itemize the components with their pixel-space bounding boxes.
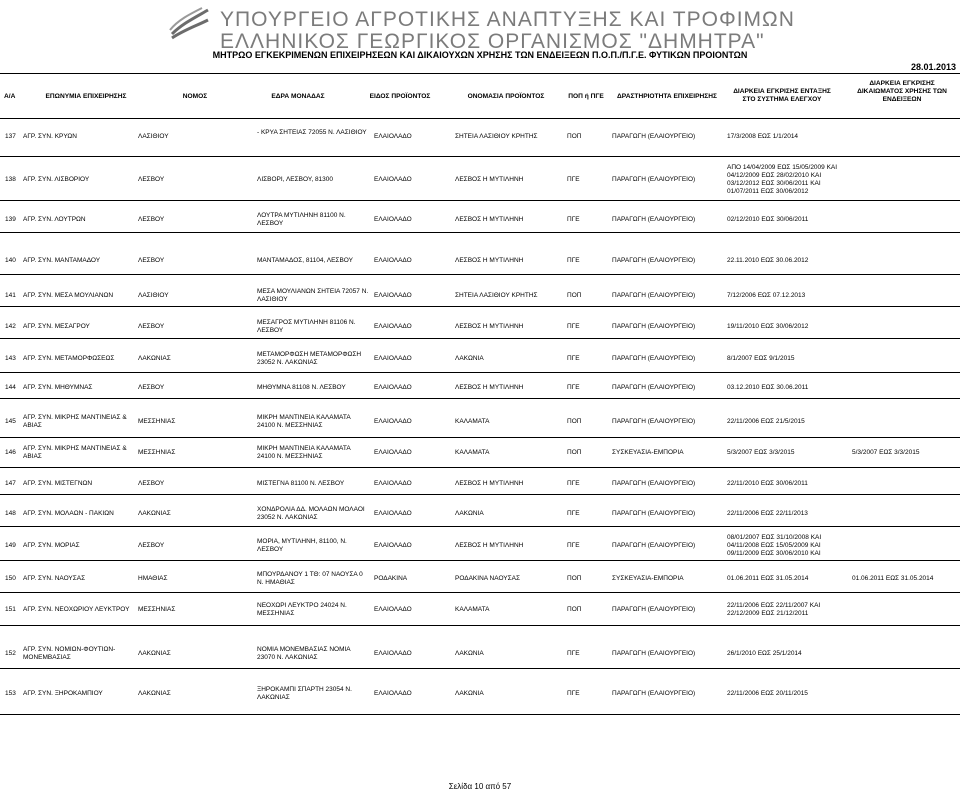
row-divider xyxy=(0,526,960,527)
cell-seat: ΜΕΣΑ ΜΟΥΛΙΑΝΩΝ ΣΗΤΕΙΑ 72057 Ν. ΛΑΣΙΘΙΟΥ xyxy=(257,288,369,304)
col-seat: ΕΔΡΑ ΜΟΝΑΔΑΣ xyxy=(271,93,325,100)
ministry-logo xyxy=(168,6,210,42)
cell-name: ΑΓΡ. ΣΥΝ. ΜΕΣΑΓΡΟΥ xyxy=(23,323,90,330)
cell-prefecture: ΛΑΚΩΝΙΑΣ xyxy=(138,650,171,657)
cell-name: ΑΓΡ. ΣΥΝ. ΜΙΚΡΗΣ ΜΑΝΤΙΝΕΙΑΣ & ΑΒΙΑΣ xyxy=(23,414,127,430)
col-prefecture: ΝΟΜΟΣ xyxy=(182,93,208,100)
cell-approval: 02/12/2010 ΕΩΣ 30/06/2011 xyxy=(727,216,809,223)
cell-name: ΑΓΡ. ΣΥΝ. ΝΕΟΧΩΡΙΟΥ ΛΕΥΚΤΡΟΥ xyxy=(23,606,130,613)
cell-activity: ΠΑΡΑΓΩΓΗ (ΕΛΑΙΟΥΡΓΕΙΟ) xyxy=(612,606,696,613)
cell-aa: 143 xyxy=(5,355,16,362)
header-organization: ΕΛΛΗΝΙΚΟΣ ΓΕΩΡΓΙΚΟΣ ΟΡΓΑΝΙΣΜΟΣ "ΔΗΜΗΤΡΑ" xyxy=(220,30,765,53)
cell-seat: ΛΟΥΤΡΑ ΜΥΤΙΛΗΝΗ 81100 Ν. ΛΕΣΒΟΥ xyxy=(257,212,346,228)
cell-product-name: ΛΑΚΩΝΙΑ xyxy=(455,510,484,517)
cell-prefecture: ΗΜΑΘΙΑΣ xyxy=(138,575,168,582)
cell-approval: 22/11/2006 ΕΩΣ 21/5/2015 xyxy=(727,418,805,425)
cell-product-type: ΕΛΑΙΟΛΑΔΟ xyxy=(374,176,412,183)
cell-activity: ΠΑΡΑΓΩΓΗ (ΕΛΑΙΟΥΡΓΕΙΟ) xyxy=(612,292,696,299)
cell-product-type: ΕΛΑΙΟΛΑΔΟ xyxy=(374,323,412,330)
cell-name: ΑΓΡ. ΣΥΝ. ΜΟΛΑΩΝ - ΠΑΚΙΩΝ xyxy=(23,510,114,517)
cell-seat: ΞΗΡΟΚΑΜΠΙ ΣΠΑΡΤΗ 23054 Ν. ΛΑΚΩΝΙΑΣ xyxy=(257,686,352,702)
cell-prefecture: ΛΑΚΩΝΙΑΣ xyxy=(138,355,171,362)
row-divider xyxy=(0,156,960,157)
cell-name: ΑΓΡ. ΣΥΝ. ΜΙΣΤΕΓΝΩΝ xyxy=(23,480,93,487)
cell-product-name: ΛΕΣΒΟΣ Η ΜΥΤΙΛΗΝΗ xyxy=(455,480,524,487)
row-divider xyxy=(0,714,960,715)
cell-prefecture: ΛΕΣΒΟΥ xyxy=(138,257,165,264)
cell-seat: ΧΟΝΔΡΟΛΙΑ ΔΔ. ΜΟΛΑΩΝ ΜΟΛΑΟΙ 23052 Ν. ΛΑΚΩΝΙΑΣ xyxy=(257,506,365,522)
cell-pdo: ΠΟΠ xyxy=(567,449,582,456)
cell-pdo: ΠΟΠ xyxy=(567,418,582,425)
cell-seat: ΜΗΘΥΜΝΑ 81108 Ν. ΛΕΣΒΟΥ xyxy=(257,384,346,391)
row-divider xyxy=(0,668,960,669)
cell-pdo: ΠΓΕ xyxy=(567,690,580,697)
cell-pdo: ΠΓΕ xyxy=(567,510,580,517)
cell-activity: ΠΑΡΑΓΩΓΗ (ΕΛΑΙΟΥΡΓΕΙΟ) xyxy=(612,355,696,362)
cell-prefecture: ΛΑΣΙΘΙΟΥ xyxy=(138,292,169,299)
cell-activity: ΣΥΣΚΕΥΑΣΙΑ-ΕΜΠΟΡΙΑ xyxy=(612,575,684,582)
cell-product-type: ΕΛΑΙΟΛΑΔΟ xyxy=(374,257,412,264)
cell-pdo: ΠΓΕ xyxy=(567,480,580,487)
cell-activity: ΠΑΡΑΓΩΓΗ (ΕΛΑΙΟΥΡΓΕΙΟ) xyxy=(612,542,696,549)
cell-activity: ΠΑΡΑΓΩΓΗ (ΕΛΑΙΟΥΡΓΕΙΟ) xyxy=(612,690,696,697)
cell-prefecture: ΛΑΚΩΝΙΑΣ xyxy=(138,510,171,517)
col-usage: ΔΙΑΡΚΕΙΑ ΕΓΚΡΙΣΗΣ ΔΙΚΑΙΩΜΑΤΟΣ ΧΡΗΣΗΣ ΤΩΝ ΕΝΔΕΙΞΕΩΝ xyxy=(857,80,947,103)
cell-prefecture: ΜΕΣΣΗΝΙΑΣ xyxy=(138,418,176,425)
cell-activity: ΠΑΡΑΓΩΓΗ (ΕΛΑΙΟΥΡΓΕΙΟ) xyxy=(612,133,696,140)
cell-name: ΑΓΡ. ΣΥΝ. ΛΙΣΒΟΡΙΟΥ xyxy=(23,176,90,183)
cell-aa: 150 xyxy=(5,575,16,582)
row-divider xyxy=(0,592,960,593)
header-date: 28.01.2013 xyxy=(910,62,956,72)
cell-approval: 5/3/2007 ΕΩΣ 3/3/2015 xyxy=(727,449,795,456)
cell-name: ΑΓΡ. ΣΥΝ. ΝΟΜΙΩΝ-ΦΟΥΤΙΩΝ-ΜΟΝΕΜΒΑΣΙΑΣ xyxy=(23,646,116,662)
cell-aa: 137 xyxy=(5,133,16,140)
cell-product-name: ΛΕΣΒΟΣ Η ΜΥΤΙΛΗΝΗ xyxy=(455,323,524,330)
cell-pdo: ΠΟΠ xyxy=(567,133,582,140)
cell-product-type: ΕΛΑΙΟΛΑΔΟ xyxy=(374,216,412,223)
cell-aa: 153 xyxy=(5,690,16,697)
cell-activity: ΠΑΡΑΓΩΓΗ (ΕΛΑΙΟΥΡΓΕΙΟ) xyxy=(612,418,696,425)
cell-approval: 22/11/2006 ΕΩΣ 22/11/2007 ΚΑΙ 22/12/2009 ΕΩΣ 21/12/2011 xyxy=(727,602,821,618)
col-product-type: ΕΙΔΟΣ ΠΡΟΪΟΝΤΟΣ xyxy=(369,93,431,100)
cell-product-type: ΕΛΑΙΟΛΑΔΟ xyxy=(374,510,412,517)
cell-name: ΑΓΡ. ΣΥΝ. ΜΗΘΥΜΝΑΣ xyxy=(23,384,93,391)
cell-activity: ΠΑΡΑΓΩΓΗ (ΕΛΑΙΟΥΡΓΕΙΟ) xyxy=(612,257,696,264)
row-divider xyxy=(0,232,960,233)
cell-name: ΑΓΡ. ΣΥΝ. ΜΕΤΑΜΟΡΦΩΣΕΩΣ xyxy=(23,355,115,362)
cell-seat: ΝΟΜΙΑ ΜΟΝΕΜΒΑΣΙΑΣ ΝΟΜΙΑ 23070 Ν. ΛΑΚΩΝΙΑΣ xyxy=(257,646,351,662)
cell-seat: ΜΙΚΡΗ ΜΑΝΤΙΝΕΙΑ ΚΑΛΑΜΑΤΑ 24100 Ν. ΜΕΣΣΗΝΙΑΣ xyxy=(257,445,351,461)
cell-pdo: ΠΓΕ xyxy=(567,384,580,391)
cell-product-type: ΕΛΑΙΟΛΑΔΟ xyxy=(374,542,412,549)
cell-product-name: ΣΗΤΕΙΑ ΛΑΣΙΘΙΟΥ ΚΡΗΤΗΣ xyxy=(455,133,538,140)
header-divider xyxy=(0,73,960,74)
cell-pdo: ΠΓΕ xyxy=(567,542,580,549)
cell-name: ΑΓΡ. ΣΥΝ. ΜΟΡΙΑΣ xyxy=(23,542,80,549)
cell-pdo: ΠΓΕ xyxy=(567,323,580,330)
cell-name: ΑΓΡ. ΣΥΝ. ΜΕΣΑ ΜΟΥΛΙΑΝΩΝ xyxy=(23,292,114,299)
col-aa: Α/Α xyxy=(4,93,16,100)
cell-prefecture: ΜΕΣΣΗΝΙΑΣ xyxy=(138,449,176,456)
cell-product-type: ΕΛΑΙΟΛΑΔΟ xyxy=(374,133,412,140)
cell-aa: 145 xyxy=(5,418,16,425)
cell-product-name: ΡΟΔΑΚΙΝΑ ΝΑΟΥΣΑΣ xyxy=(455,575,520,582)
cell-name: ΑΓΡ. ΣΥΝ. ΞΗΡΟΚΑΜΠΙΟΥ xyxy=(23,690,103,697)
cell-product-name: ΚΑΛΑΜΑΤΑ xyxy=(455,449,490,456)
cell-prefecture: ΛΕΣΒΟΥ xyxy=(138,480,165,487)
row-divider xyxy=(0,560,960,561)
cell-name: ΑΓΡ. ΣΥΝ. ΝΑΟΥΣΑΣ xyxy=(23,575,86,582)
cell-product-name: ΣΗΤΕΙΑ ΛΑΣΙΘΙΟΥ ΚΡΗΤΗΣ xyxy=(455,292,538,299)
cell-product-type: ΡΟΔΑΚΙΝΑ xyxy=(374,575,408,582)
cell-product-name: ΛΕΣΒΟΣ Η ΜΥΤΙΛΗΝΗ xyxy=(455,257,524,264)
cell-product-type: ΕΛΑΙΟΛΑΔΟ xyxy=(374,292,412,299)
col-approval: ΔΙΑΡΚΕΙΑ ΕΓΚΡΙΣΗΣ ΕΝΤΑΞΗΣ ΣΤΟ ΣΥΣΤΗΜΑ ΕΛΕΓΧΟΥ xyxy=(733,88,831,103)
page-footer: Σελίδα 10 από 57 xyxy=(448,782,512,791)
cell-seat: ΝΕΟΧΩΡΙ ΛΕΥΚΤΡΟ 24024 Ν. ΜΕΣΣΗΝΙΑΣ xyxy=(257,602,347,618)
col-product-name: ΟΝΟΜΑΣΙΑ ΠΡΟΪΟΝΤΟΣ xyxy=(467,93,545,100)
cell-aa: 152 xyxy=(5,650,16,657)
cell-product-type: ΕΛΑΙΟΛΑΔΟ xyxy=(374,480,412,487)
cell-approval: 17/3/2008 ΕΩΣ 1/1/2014 xyxy=(727,133,799,140)
cell-activity: ΠΑΡΑΓΩΓΗ (ΕΛΑΙΟΥΡΓΕΙΟ) xyxy=(612,384,696,391)
cell-approval: ΑΠΟ 14/04/2009 ΕΩΣ 15/05/2009 ΚΑΙ 04/12/2009 ΕΩΣ 28/02/2010 ΚΑΙ 03/12/2012 ΕΩΣ 30/06/2011 ΚΑΙ 01/07/2011 ΕΩΣ 30/06/2012 xyxy=(727,164,838,196)
cell-approval: 8/1/2007 ΕΩΣ 9/1/2015 xyxy=(727,355,795,362)
cell-name: ΑΓΡ. ΣΥΝ. ΜΑΝΤΑΜΑΔΟΥ xyxy=(23,257,101,264)
cell-seat: ΜΠΟΥΡΔΑΝΟΥ 1 ΤΘ: 07 ΝΑΟΥΣΑ 0 Ν. ΗΜΑΘΙΑΣ xyxy=(257,571,363,587)
cell-seat: ΜΙΚΡΗ ΜΑΝΤΙΝΕΙΑ ΚΑΛΑΜΑΤΑ 24100 Ν. ΜΕΣΣΗΝΙΑΣ xyxy=(257,414,351,430)
cell-product-name: ΛΑΚΩΝΙΑ xyxy=(455,355,484,362)
cell-product-name: ΛΕΣΒΟΣ Η ΜΥΤΙΛΗΝΗ xyxy=(455,216,524,223)
cell-prefecture: ΛΕΣΒΟΥ xyxy=(138,384,165,391)
cell-approval: 22/11/2010 ΕΩΣ 30/06/2011 xyxy=(727,480,808,487)
cell-prefecture: ΛΕΣΒΟΥ xyxy=(138,176,165,183)
cell-activity: ΠΑΡΑΓΩΓΗ (ΕΛΑΙΟΥΡΓΕΙΟ) xyxy=(612,650,696,657)
cell-approval: 03.12.2010 ΕΩΣ 30.06.2011 xyxy=(727,384,809,391)
cell-product-type: ΕΛΑΙΟΛΑΔΟ xyxy=(374,650,412,657)
header-subtitle: ΜΗΤΡΩΟ ΕΓΚΕΚΡΙΜΕΝΩΝ ΕΠΙΧΕΙΡΗΣΕΩΝ ΚΑΙ ΔΙΚΑΙΟΥΧΩΝ ΧΡΗΣΗΣ ΤΩΝ ΕΝΔΕΙΞΕΩΝ Π.Ο.Π./Π.Γ.Ε. ΦΥΤΙΚΩΝ ΠΡΟΙΟΝΤΩΝ xyxy=(212,50,748,60)
col-pdo: ΠΟΠ ή ΠΓΕ xyxy=(568,93,604,100)
row-divider xyxy=(0,200,960,201)
cell-product-name: ΛΑΚΩΝΙΑ xyxy=(455,650,484,657)
cell-name: ΑΓΡ. ΣΥΝ. ΛΟΥΤΡΩΝ xyxy=(23,216,86,223)
cell-activity: ΠΑΡΑΓΩΓΗ (ΕΛΑΙΟΥΡΓΕΙΟ) xyxy=(612,480,696,487)
cell-prefecture: ΜΕΣΣΗΝΙΑΣ xyxy=(138,606,176,613)
cell-product-name: ΛΕΣΒΟΣ Η ΜΥΤΙΛΗΝΗ xyxy=(455,384,524,391)
cell-seat: ΜΟΡΙΑ, ΜΥΤΙΛΗΝΗ, 81100, Ν. ΛΕΣΒΟΥ xyxy=(257,538,347,554)
cell-activity: ΠΑΡΑΓΩΓΗ (ΕΛΑΙΟΥΡΓΕΙΟ) xyxy=(612,216,696,223)
cell-pdo: ΠΓΕ xyxy=(567,216,580,223)
cell-prefecture: ΛΕΣΒΟΥ xyxy=(138,542,165,549)
cell-activity: ΠΑΡΑΓΩΓΗ (ΕΛΑΙΟΥΡΓΕΙΟ) xyxy=(612,323,696,330)
cell-activity: ΠΑΡΑΓΩΓΗ (ΕΛΑΙΟΥΡΓΕΙΟ) xyxy=(612,176,696,183)
row-divider xyxy=(0,625,960,626)
cell-aa: 144 xyxy=(5,384,16,391)
col-activity: ΔΡΑΣΤΗΡΙΟΤΗΤΑ ΕΠΙΧΕΙΡΗΣΗΣ xyxy=(617,93,717,100)
cell-approval: 26/1/2010 ΕΩΣ 25/1/2014 xyxy=(727,650,802,657)
cell-aa: 140 xyxy=(5,257,16,264)
cell-product-name: ΛΕΣΒΟΣ Η ΜΥΤΙΛΗΝΗ xyxy=(455,176,524,183)
cell-approval: 22/11/2006 ΕΩΣ 20/11/2015 xyxy=(727,690,808,697)
cell-activity: ΠΑΡΑΓΩΓΗ (ΕΛΑΙΟΥΡΓΕΙΟ) xyxy=(612,510,696,517)
cell-seat: - ΚΡΥΑ ΣΗΤΕΙΑΣ 72055 Ν. ΛΑΣΙΘΙΟΥ xyxy=(257,129,367,136)
cell-product-type: ΕΛΑΙΟΛΑΔΟ xyxy=(374,606,412,613)
cell-prefecture: ΛΑΚΩΝΙΑΣ xyxy=(138,690,171,697)
cell-pdo: ΠΟΠ xyxy=(567,575,582,582)
cell-approval: 19/11/2010 ΕΩΣ 30/06/2012 xyxy=(727,323,809,330)
cell-aa: 138 xyxy=(5,176,16,183)
cell-product-type: ΕΛΑΙΟΛΑΔΟ xyxy=(374,449,412,456)
cell-usage: 5/3/2007 ΕΩΣ 3/3/2015 xyxy=(852,449,920,456)
cell-seat: ΛΙΣΒΟΡΙ, ΛΕΣΒΟΥ, 81300 xyxy=(257,176,334,183)
row-divider xyxy=(0,372,960,373)
header-ministry: ΥΠΟΥΡΓΕΙΟ ΑΓΡΟΤΙΚΗΣ ΑΝΑΠΤΥΞΗΣ ΚΑΙ ΤΡΟΦΙΜΩΝ xyxy=(220,8,795,31)
cell-seat: ΜΙΣΤΕΓΝΑ 81100 Ν. ΛΕΣΒΟΥ xyxy=(257,480,345,487)
cell-aa: 139 xyxy=(5,216,16,223)
cell-pdo: ΠΓΕ xyxy=(567,257,580,264)
cell-product-name: ΚΑΛΑΜΑΤΑ xyxy=(455,606,490,613)
row-divider xyxy=(0,494,960,495)
cell-aa: 151 xyxy=(5,606,16,613)
cell-approval: 22/11/2006 ΕΩΣ 22/11/2013 xyxy=(727,510,808,517)
cell-product-name: ΚΑΛΑΜΑΤΑ xyxy=(455,418,490,425)
cell-prefecture: ΛΕΣΒΟΥ xyxy=(138,216,165,223)
cell-aa: 146 xyxy=(5,449,16,456)
cell-product-type: ΕΛΑΙΟΛΑΔΟ xyxy=(374,418,412,425)
cell-seat: ΜΕΣΑΓΡΟΣ ΜΥΤΙΛΗΝΗ 81106 Ν. ΛΕΣΒΟΥ xyxy=(257,319,356,335)
row-divider xyxy=(0,398,960,399)
cell-approval: 01.06.2011 ΕΩΣ 31.05.2014 xyxy=(727,575,809,582)
cell-product-type: ΕΛΑΙΟΛΑΔΟ xyxy=(374,690,412,697)
row-divider xyxy=(0,437,960,438)
cell-name: ΑΓΡ. ΣΥΝ. ΜΙΚΡΗΣ ΜΑΝΤΙΝΕΙΑΣ & ΑΒΙΑΣ xyxy=(23,445,127,461)
cell-approval: 08/01/2007 ΕΩΣ 31/10/2008 ΚΑΙ 04/11/2008 ΕΩΣ 15/05/2009 ΚΑΙ 09/11/2009 ΕΩΣ 30/06/2010 ΚΑΙ xyxy=(727,534,822,558)
row-divider xyxy=(0,338,960,339)
row-divider xyxy=(0,467,960,468)
cell-product-name: ΛΕΣΒΟΣ Η ΜΥΤΙΛΗΝΗ xyxy=(455,542,524,549)
cell-pdo: ΠΓΕ xyxy=(567,176,580,183)
cell-pdo: ΠΟΠ xyxy=(567,292,582,299)
cell-prefecture: ΛΕΣΒΟΥ xyxy=(138,323,165,330)
row-divider xyxy=(0,274,960,275)
cell-seat: ΜΑΝΤΑΜΑΔΟΣ, 81104, ΛΕΣΒΟΥ xyxy=(257,257,353,264)
cell-product-type: ΕΛΑΙΟΛΑΔΟ xyxy=(374,355,412,362)
cell-aa: 149 xyxy=(5,542,16,549)
cell-seat: ΜΕΤΑΜΟΡΦΩΣΗ ΜΕΤΑΜΟΡΦΩΣΗ 23052 Ν. ΛΑΚΩΝΙΑΣ xyxy=(257,351,362,367)
cell-approval: 22.11.2010 ΕΩΣ 30.06.2012 xyxy=(727,257,809,264)
cell-name: ΑΓΡ. ΣΥΝ. ΚΡΥΩΝ xyxy=(23,133,77,140)
row-divider xyxy=(0,118,960,119)
cell-approval: 7/12/2006 ΕΩΣ 07.12.2013 xyxy=(727,292,806,299)
row-divider xyxy=(0,306,960,307)
cell-pdo: ΠΓΕ xyxy=(567,650,580,657)
cell-aa: 148 xyxy=(5,510,16,517)
col-name: ΕΠΩΝΥΜΙΑ ΕΠΙΧΕΙΡΗΣΗΣ xyxy=(45,93,127,100)
cell-usage: 01.06.2011 ΕΩΣ 31.05.2014 xyxy=(852,575,934,582)
cell-prefecture: ΛΑΣΙΘΙΟΥ xyxy=(138,133,169,140)
cell-product-type: ΕΛΑΙΟΛΑΔΟ xyxy=(374,384,412,391)
cell-aa: 147 xyxy=(5,480,16,487)
cell-pdo: ΠΟΠ xyxy=(567,606,582,613)
cell-activity: ΣΥΣΚΕΥΑΣΙΑ-ΕΜΠΟΡΙΑ xyxy=(612,449,684,456)
cell-aa: 142 xyxy=(5,323,16,330)
cell-pdo: ΠΓΕ xyxy=(567,355,580,362)
cell-aa: 141 xyxy=(5,292,16,299)
cell-product-name: ΛΑΚΩΝΙΑ xyxy=(455,690,484,697)
